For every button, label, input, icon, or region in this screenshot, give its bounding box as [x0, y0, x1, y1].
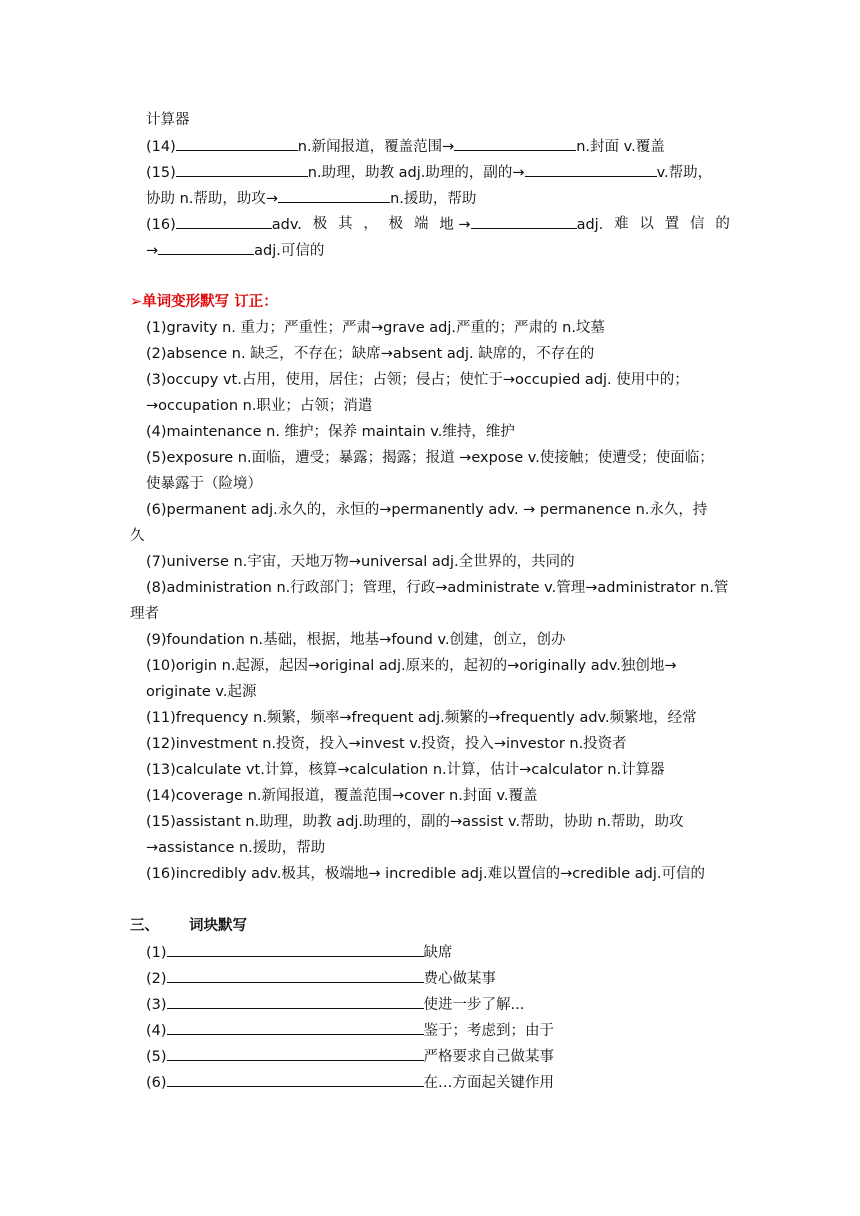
answer-line: (1)gravity n. 重力；严重性；严肃→grave adj.严重的；严肃的 n.坟墓	[146, 320, 605, 336]
answer-blank[interactable]	[176, 136, 298, 151]
answer-line: originate v.起源	[146, 684, 257, 700]
answer-blank[interactable]	[278, 188, 390, 203]
answer-line: (8)administration n.行政部门；管理，行政→administrate v.管理→administrator n.管	[146, 580, 729, 596]
answer-line: (11)frequency n.频繁，频率→frequent adj.频繁的→frequently adv.频繁地，经常	[146, 710, 697, 726]
phrase-item: (2) 费心做某事	[146, 968, 496, 989]
phrase-item: (4) 鉴于；考虑到；由于	[146, 1020, 554, 1041]
answer-line: (6)permanent adj.永久的，永恒的→permanently adv. → permanence n.永久，持	[146, 502, 708, 518]
answer-blank[interactable]	[167, 968, 424, 983]
answer-blank[interactable]	[525, 162, 657, 177]
answer-blank[interactable]	[167, 1046, 424, 1061]
phrase-item: (3) 使进一步了解...	[146, 994, 524, 1015]
arrow-marker-icon: ➢	[130, 294, 143, 310]
q15-line: (15) n.助理，助教 adj.助理的，副的→ v.帮助，	[146, 162, 712, 183]
answer-line: (2)absence n. 缺乏，不存在；缺席→absent adj. 缺席的，不存在的	[146, 346, 595, 362]
answer-line: →occupation n.职业；占领；消遣	[146, 398, 373, 414]
answer-line: (7)universe n.宇宙，天地万物→universal adj.全世界的，共同的	[146, 554, 575, 570]
answer-line: 久	[130, 528, 145, 544]
answer-line: (14)coverage n.新闻报道，覆盖范围→cover n.封面 v.覆盖	[146, 788, 538, 804]
answer-blank[interactable]	[471, 214, 577, 229]
answer-line: (4)maintenance n. 维护；保养 maintain v.维持，维护	[146, 424, 515, 440]
answer-line: (12)investment n.投资，投入→invest v.投资，投入→investor n.投资者	[146, 736, 627, 752]
answer-line: (16)incredibly adv.极其，极端地→ incredible adj.难以置信的→credible adj.可信的	[146, 866, 705, 882]
answer-blank[interactable]	[454, 136, 576, 151]
q14-line: (14) n.新闻报道，覆盖范围→ n.封面 v.覆盖	[146, 136, 665, 157]
q15-line-2: 协助 n.帮助，助攻→ n.援助，帮助	[146, 188, 476, 209]
answer-line: (9)foundation n.基础，根据，地基→found v.创建，创立，创办	[146, 632, 566, 648]
answer-line: →assistance n.援助，帮助	[146, 840, 326, 856]
answer-line: (10)origin n.起源，起因→original adj.原来的，起初的→originally adv.独创地→	[146, 658, 677, 674]
section-heading-phrases: 三、 词块默写	[130, 918, 247, 934]
phrase-item: (5) 严格要求自己做某事	[146, 1046, 554, 1067]
phrase-item: (6) 在…方面起关键作用	[146, 1072, 554, 1093]
calc-tail: 计算器	[146, 112, 190, 128]
q16-line-2: → adj.可信的	[146, 240, 324, 261]
answer-blank[interactable]	[158, 240, 254, 255]
answer-line: (5)exposure n.面临，遭受；暴露；揭露；报道 →expose v.使接触；使遭受；使面临；	[146, 450, 714, 466]
answer-line: (15)assistant n.助理，助教 adj.助理的，副的→assist v.帮助，协助 n.帮助，助攻	[146, 814, 684, 830]
answer-blank[interactable]	[167, 994, 424, 1009]
q16-line: (16) adv. 极 其 ， 极 端 地 → adj. 难 以 置 信 的	[146, 216, 730, 233]
answer-blank[interactable]	[167, 1020, 424, 1035]
section-heading-correction: ➢单词变形默写 订正：	[130, 294, 278, 310]
answer-blank[interactable]	[167, 1072, 424, 1087]
answer-blank[interactable]	[167, 942, 424, 957]
answer-line: (3)occupy vt.占用，使用，居住；占领；侵占；使忙于→occupied adj. 使用中的；	[146, 372, 689, 388]
phrase-item: (1) 缺席	[146, 942, 453, 963]
answer-blank[interactable]	[176, 162, 308, 177]
answer-line: 使暴露于（险境）	[146, 476, 262, 492]
answer-line: (13)calculate vt.计算，核算→calculation n.计算，估计→calculator n.计算器	[146, 762, 665, 778]
answer-line: 理者	[130, 606, 159, 622]
answer-blank[interactable]	[176, 214, 272, 229]
